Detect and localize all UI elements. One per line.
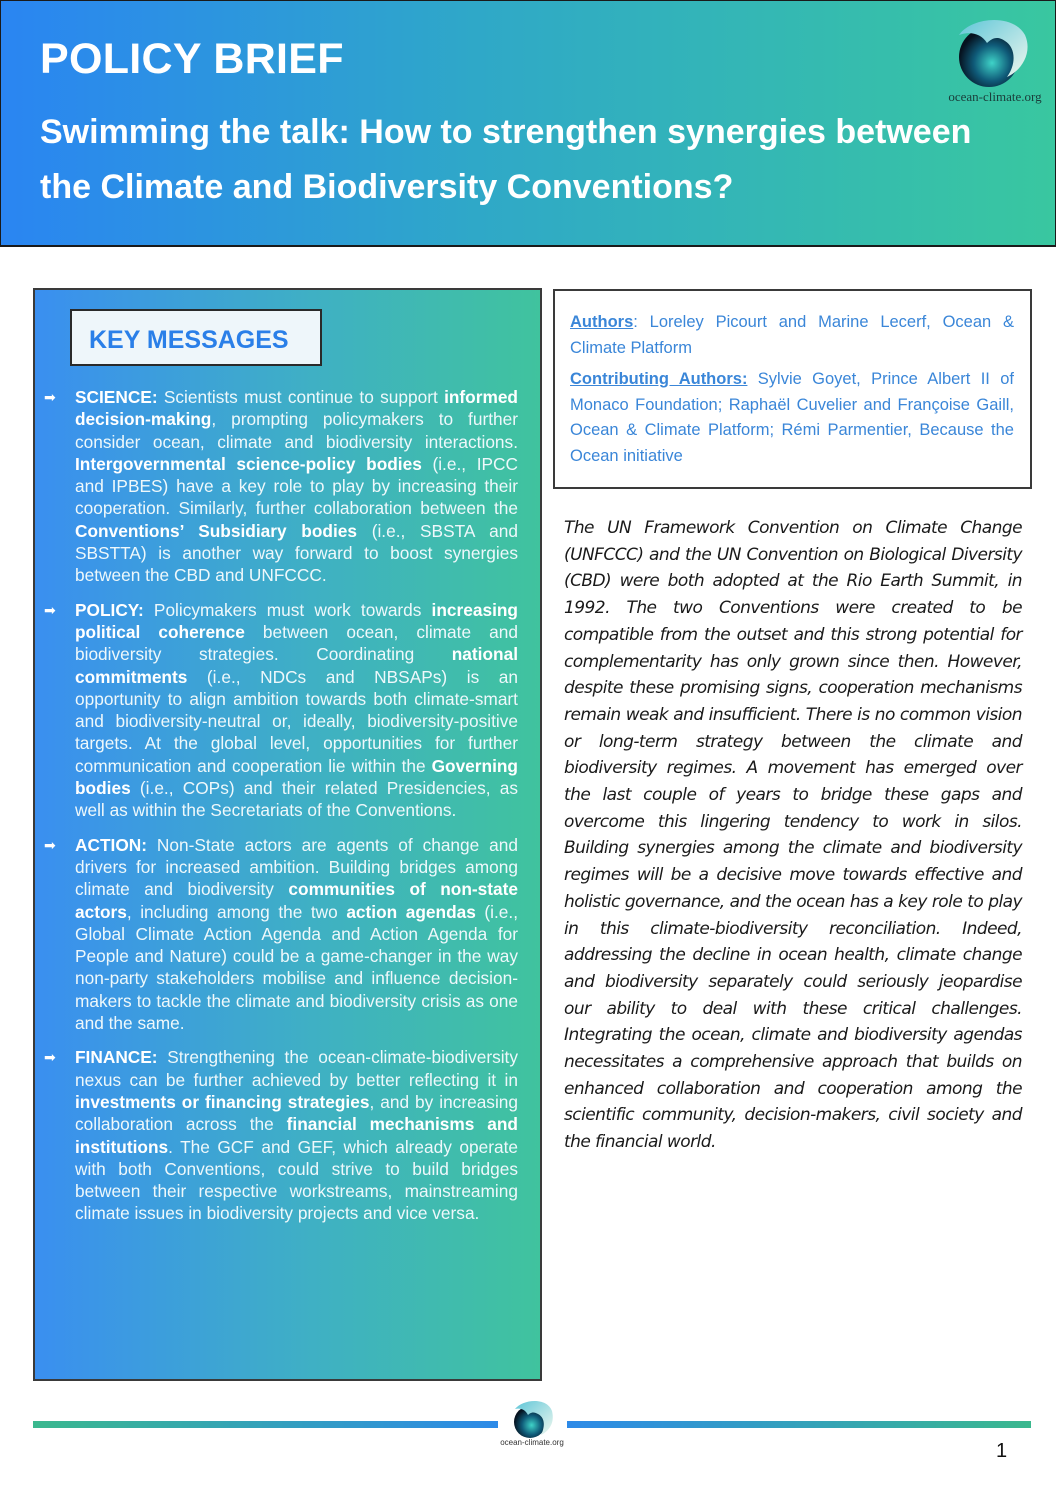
key-message-emphasis: national commitments — [75, 644, 518, 687]
key-message-emphasis: communities of non-state actors — [75, 879, 518, 922]
logo-website-text: ocean-climate.org — [948, 89, 1042, 104]
document-title: Swimming the talk: How to strengthen synergies between the Climate and Biodiversity Conventions? — [40, 113, 972, 206]
footer-logo-website-text: ocean-climate.org — [500, 1438, 564, 1447]
key-message-label: POLICY: — [75, 599, 144, 620]
key-message-text: (i.e., COPs) and their related Presidencies, as well as within the Secretariats of the Conventions. — [75, 778, 518, 821]
arrow-bullet-icon: ➡ — [44, 389, 56, 405]
key-messages-list — [35, 386, 540, 1237]
authors-colon: : — [633, 313, 638, 331]
page-number: 1 — [996, 1440, 1008, 1462]
key-messages-title-box — [70, 309, 322, 366]
key-message-text: Non-State actors are agents of change and drivers for increased ambition. Building bridges among climate and biodiversity — [75, 834, 518, 900]
key-message-text: (i.e., Global Climate Action Agenda and Action Agenda for People and Nature) could be a game-changer in the way non-party stakeholders mobilise and influence decision-makers to tackle the climate and biodiversity crisis as one and the same. — [75, 901, 518, 1034]
authors-box — [553, 289, 1032, 489]
key-message-text: . The GCF and GEF, which already operate with both Conventions, could strive to build bridges between their respective workstreams, mainstreaming climate issues in biodiversity projects and vice versa. — [75, 1136, 518, 1224]
key-message-text: Strengthening the ocean-climate-biodiversity nexus can be further achieved by better reflecting it in — [75, 1047, 518, 1090]
introduction-paragraph: The UN Framework Convention on Climate Change (UNFCCC) and the UN Convention on Biological Diversity (CBD) were both adopted at the Rio Earth Summit, in 1992. The two Conventions were created to be compatible from the outset and this strong potential for complementarity has only grown since then. However, despite these promising signs, cooperation mechanisms remain weak and insufficient. There is no common vision or long-term strategy between the climate and biodiversity regimes. A movement has emerged over the last couple of years to bridge these gaps and overcome this lingering tendency to work in silos. Building synergies among the climate and biodiversity regimes will be a decisive move towards effective and holistic governance, and the ocean has a key role to play in this climate-biodiversity reconciliation. Indeed, addressing the decline in ocean health, climate change and biodiversity separately could seriously jeopardise our ability to deal with these critical challenges. Integrating the ocean, climate and biodiversity agendas necessitates a comprehensive approach that builds on enhanced collaboration and cooperation among the scientific community, decision-makers, civil society and the financial world. — [564, 518, 1022, 1153]
key-message-emphasis: Conventions’ Subsidiary bodies — [75, 520, 357, 541]
key-message-emphasis: action agendas — [346, 901, 476, 922]
key-message-emphasis: informed decision-making — [75, 387, 518, 430]
key-message-label: FINANCE: — [75, 1047, 158, 1068]
header-banner — [0, 0, 1056, 247]
footer-ocean-climate-logo-icon — [507, 1397, 557, 1439]
key-message-emphasis: financial mechanisms and institutions — [75, 1114, 518, 1157]
key-message-item — [35, 834, 540, 1035]
key-message-text: (i.e., NDCs and NBSAPs) is an opportunity to align ambition towards both climate-smart and biodiversity-neutral or, ideally, biodiversity-positive targets. At the global level, opportunities for further communication and cooperation lie within the — [75, 666, 518, 776]
authors-paragraph — [570, 310, 1014, 361]
key-message-item — [35, 386, 540, 587]
footer-divider-right — [567, 1421, 1031, 1428]
key-message-text: Scientists must continue to support — [157, 387, 445, 407]
contributing-authors-paragraph — [570, 367, 1014, 469]
arrow-bullet-icon: ➡ — [44, 601, 56, 618]
authors-names: Loreley Picourt and Marine Lecerf, Ocean & Climate Platform — [570, 313, 1014, 357]
document-type-label: POLICY BRIEF — [40, 35, 344, 83]
key-message-label: SCIENCE: — [75, 387, 158, 407]
key-message-emphasis: investments or financing strategies — [75, 1091, 370, 1112]
ocean-climate-logo-icon — [951, 13, 1033, 89]
key-messages-box — [33, 288, 542, 1381]
arrow-bullet-icon: ➡ — [44, 836, 56, 853]
key-message-text: , prompting policymakers to further consider ocean, climate and biodiversity interactions. — [75, 409, 518, 452]
key-message-text: between ocean, climate and biodiversity strategies. Coordinating — [75, 621, 519, 665]
key-message-item — [35, 1046, 540, 1224]
key-message-emphasis: increasing political coherence — [75, 599, 518, 642]
key-message-item — [35, 599, 540, 822]
key-message-text: , and by increasing collaboration across the — [75, 1091, 519, 1135]
footer-divider-left — [33, 1421, 498, 1428]
contributing-authors-names: Sylvie Goyet, Prince Albert II of Monaco Foundation; Raphaël Cuvelier and Françoise Gaill, Ocean & Climate Platform; Rémi Parmentier, Because the Ocean initiative — [570, 370, 1014, 465]
key-message-text: (i.e., IPCC and IPBES) have a key role to play by increasing their cooperation. Similarly, further collaboration between the — [75, 453, 518, 519]
key-message-text: , including among the two — [126, 901, 347, 922]
key-message-text: (i.e., SBSTA and SBSTTA) is another way forward to boost synergies between the CBD and UNFCCC. — [75, 520, 518, 586]
key-messages-title: KEY MESSAGES — [89, 326, 289, 354]
key-message-emphasis: Intergovernmental science-policy bodies — [75, 453, 422, 474]
contributing-authors-label: Contributing Authors: — [570, 370, 748, 388]
authors-label: Authors — [570, 313, 634, 331]
key-message-label: ACTION: — [75, 834, 147, 855]
key-message-text: Policymakers must work towards — [143, 599, 432, 620]
key-message-emphasis: Governing bodies — [75, 755, 518, 799]
arrow-bullet-icon: ➡ — [44, 1049, 56, 1066]
